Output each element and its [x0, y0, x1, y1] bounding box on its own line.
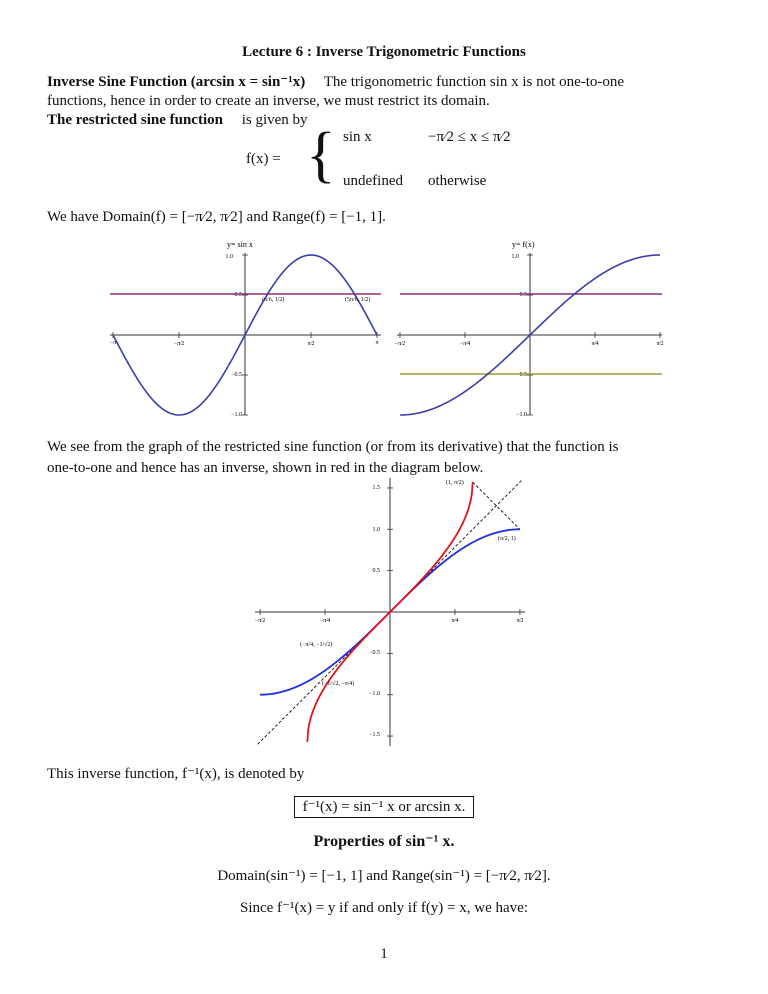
observation-line-2: one-to-one and hence has an inverse, shown in red in the diagram below. — [47, 460, 484, 476]
restricted-text: is given by — [241, 112, 308, 128]
annotation-neg-pi-4: (−π/4, −1/√2) — [300, 642, 333, 648]
observation-line-1: We see from the graph of the restricted sine function (or from its derivative) that the function is — [47, 439, 619, 455]
y-tick-label: −1.0 — [516, 412, 527, 418]
y-tick-label: 0.5 — [519, 292, 527, 298]
intro-text-1: The trigonometric function sin x is not one-to-one — [323, 74, 625, 90]
chart-sin-x — [105, 235, 390, 420]
properties-domain-range: Domain(sin⁻¹) = [−1, 1] and Range(sin⁻¹) = [−π⁄2, π⁄2]. — [217, 868, 551, 884]
domain-range-line: We have Domain(f) = [−π⁄2, π⁄2] and Range(f) = [−1, 1]. — [47, 209, 386, 225]
chart-title: y= sin x — [227, 240, 253, 249]
x-tick-label: −π⁄2 — [173, 341, 185, 347]
x-tick-label: π⁄4 — [591, 341, 599, 347]
x-tick-label: π⁄4 — [451, 618, 459, 624]
y-tick-label: 1.0 — [511, 254, 519, 260]
section-heading-inverse-sine: Inverse Sine Function (arcsin x = sin⁻¹x) — [47, 74, 306, 90]
annotation-neg-inv-sqrt2: (−1/√2, −π/4) — [322, 681, 355, 687]
y-tick-label: −1.0 — [369, 691, 380, 697]
piecewise-case2-cond: otherwise — [428, 173, 487, 189]
x-tick-label: −π⁄2 — [394, 341, 406, 347]
y-tick-label: −0.5 — [516, 372, 527, 378]
x-tick-label: −π⁄2 — [254, 618, 266, 624]
inverse-denotation-text: This inverse function, f⁻¹(x), is denoted by — [47, 766, 305, 782]
piecewise-case1-cond: −π⁄2 ≤ x ≤ π⁄2 — [428, 129, 511, 145]
restricted-heading: The restricted sine function — [47, 112, 223, 128]
boxed-formula: f⁻¹(x) = sin⁻¹ x or arcsin x. — [294, 796, 475, 818]
y-tick-label: 1.5 — [372, 485, 380, 491]
intro-paragraph — [47, 73, 727, 130]
y-tick-label: 1.0 — [372, 527, 380, 533]
x-tick-label: π⁄2 — [516, 618, 524, 624]
x-tick-label: π⁄2 — [656, 341, 664, 347]
piecewise-brace: { — [306, 121, 336, 189]
chart-restricted-sine — [392, 235, 672, 420]
annotation-1-pi-2: (1, π/2) — [446, 480, 464, 486]
page-title: Lecture 6 : Inverse Trigonometric Functions — [242, 44, 526, 60]
x-tick-label: −π⁄4 — [319, 618, 331, 624]
x-tick-label: −π⁄4 — [459, 341, 471, 347]
y-tick-label: −1.5 — [369, 732, 380, 738]
since-line: Since f⁻¹(x) = y if and only if f(y) = x, we have: — [239, 900, 528, 916]
x-tick-label: −π — [109, 340, 117, 346]
y-tick-label: −0.5 — [369, 650, 380, 656]
page-number: 1 — [380, 946, 388, 962]
chart-inverse-sine — [250, 470, 540, 755]
piecewise-case2-expr: undefined — [343, 173, 403, 189]
y-tick-label: −1.0 — [231, 412, 242, 418]
x-tick-label: π — [375, 340, 379, 346]
chart-title: y= f(x) — [512, 240, 535, 249]
annotation-pi-6: (π/6, 1/2) — [262, 297, 285, 303]
intro-text-2: functions, hence in order to create an inverse, we must restrict its domain. — [47, 93, 490, 109]
y-tick-label: 0.5 — [234, 292, 242, 298]
x-tick-label: π⁄2 — [307, 341, 315, 347]
y-tick-label: 1.0 — [225, 254, 233, 260]
annotation-pi-2-1: (π/2, 1) — [498, 536, 516, 542]
y-tick-label: −0.5 — [231, 372, 242, 378]
piecewise-case1-expr: sin x — [343, 129, 372, 145]
piecewise-lhs: f(x) = — [246, 151, 281, 167]
annotation-5pi-6: (5π/6, 1/2) — [345, 297, 371, 303]
y-tick-label: 0.5 — [372, 568, 380, 574]
properties-heading: Properties of sin⁻¹ x. — [313, 833, 455, 850]
boxed-formula-wrapper — [0, 797, 768, 816]
